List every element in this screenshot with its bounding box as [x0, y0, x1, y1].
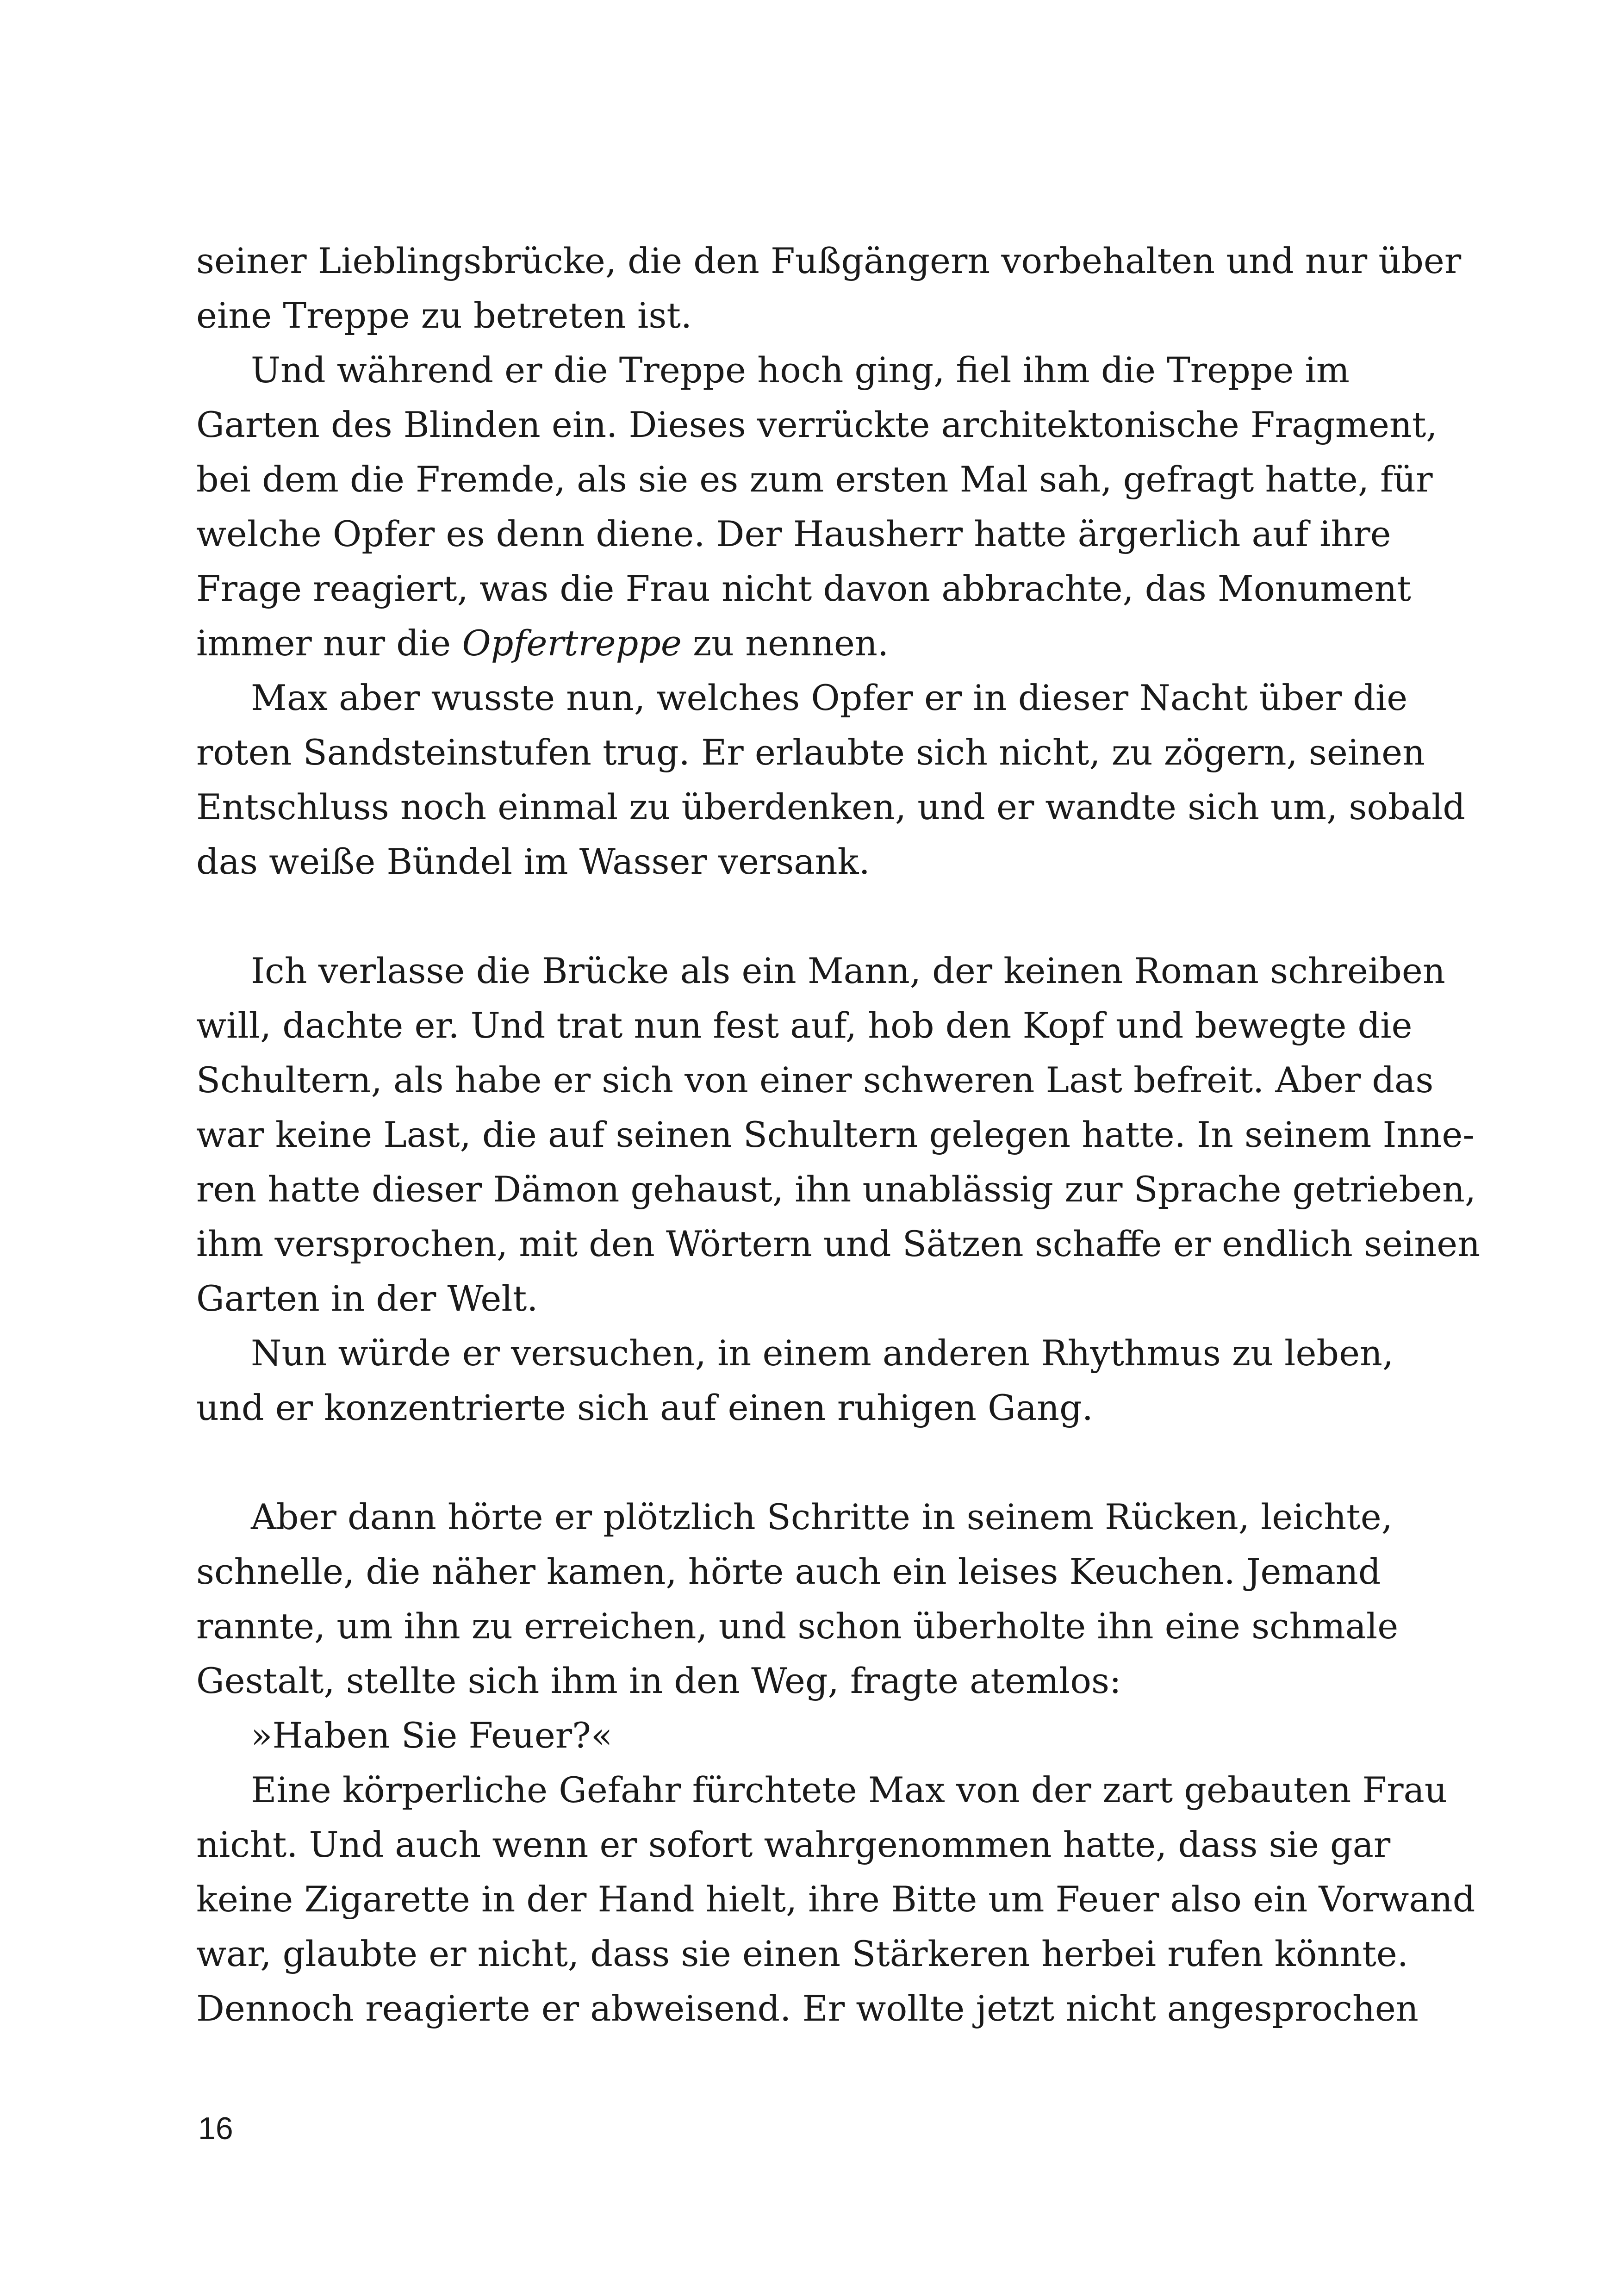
text-line: Max aber wusste nun, welches Opfer er in dieser Nacht über die — [251, 677, 1408, 718]
text-line: roten Sandsteinstufen trug. Er erlaubte sich nicht, zu zögern, seinen — [196, 732, 1425, 773]
text-line: welche Opfer es denn diene. Der Hausherr hatte ärgerlich auf ihre — [196, 513, 1391, 554]
text-line: Schultern, als habe er sich von einer schweren Last befreit. Aber das — [196, 1059, 1434, 1101]
page-number: 16 — [198, 2111, 233, 2146]
text-line: war keine Last, die auf seinen Schultern gelegen hatte. In seinem Inne- — [196, 1114, 1475, 1155]
text-line: Entschluss noch einmal zu überdenken, und er wandte sich um, sobald — [196, 786, 1466, 828]
text-line — [196, 616, 1349, 671]
text-line: Und während er die Treppe hoch ging, fiel ihm die Treppe im — [251, 349, 1350, 391]
text-line: Dennoch reagierte er abweisend. Er wollte jetzt nicht angesprochen — [196, 1988, 1419, 2029]
text-segment: zu nennen. — [681, 622, 889, 664]
text-line: eine Treppe zu betreten ist. — [196, 295, 692, 336]
paragraph-gap — [196, 1435, 1349, 1490]
paragraph-gap — [196, 889, 1349, 944]
text-line: Aber dann hörte er plötzlich Schritte in seinem Rücken, leichte, — [251, 1496, 1393, 1537]
text-line: seiner Lieblingsbrücke, die den Fußgängern vorbehalten und nur über — [196, 240, 1462, 281]
text-line: war, glaubte er nicht, dass sie einen Stärkeren herbei rufen könnte. — [196, 1933, 1409, 1974]
text-line: ren hatte dieser Dämon gehaust, ihn unablässig zur Sprache getrieben, — [196, 1169, 1476, 1210]
text-line: das weiße Bündel im Wasser versank. — [196, 841, 870, 882]
text-segment: immer nur die — [196, 622, 462, 664]
text-line: will, dachte er. Und trat nun fest auf, hob den Kopf und bewegte die — [196, 1005, 1413, 1046]
text-line: bei dem die Fremde, als sie es zum ersten Mal sah, gefragt hatte, für — [196, 459, 1433, 500]
body-text — [196, 234, 1481, 2036]
text-line: »Haben Sie Feuer?« — [251, 1715, 613, 1756]
text-line: keine Zigarette in der Hand hielt, ihre Bitte um Feuer also ein Vorwand — [196, 1879, 1475, 1920]
text-line: Garten des Blinden ein. Dieses verrückte architektonische Fragment, — [196, 404, 1438, 445]
text-line: Ich verlasse die Brücke als ein Mann, der keinen Roman schreiben — [251, 950, 1445, 991]
text-line: Eine körperliche Gefahr fürchtete Max von der zart gebauten Frau — [251, 1769, 1447, 1811]
text-line: rannte, um ihn zu erreichen, und schon überholte ihn eine schmale — [196, 1605, 1399, 1647]
text-line: und er konzentrierte sich auf einen ruhigen Gang. — [196, 1387, 1093, 1428]
text-line: nicht. Und auch wenn er sofort wahrgenommen hatte, dass sie gar — [196, 1824, 1391, 1865]
text-line: Frage reagiert, was die Frau nicht davon abbrachte, das Monument — [196, 568, 1411, 609]
text-line: schnelle, die näher kamen, hörte auch ein leises Keuchen. Jemand — [196, 1551, 1381, 1592]
text-line: Garten in der Welt. — [196, 1278, 538, 1319]
text-line: Gestalt, stellte sich ihm in den Weg, fragte atemlos: — [196, 1660, 1121, 1701]
text-line: Nun würde er versuchen, in einem anderen Rhythmus zu leben, — [251, 1332, 1394, 1374]
text-line: ihm versprochen, mit den Wörtern und Sätzen schaffe er endlich seinen — [196, 1223, 1481, 1264]
italic-term: Opfertreppe — [462, 622, 682, 664]
